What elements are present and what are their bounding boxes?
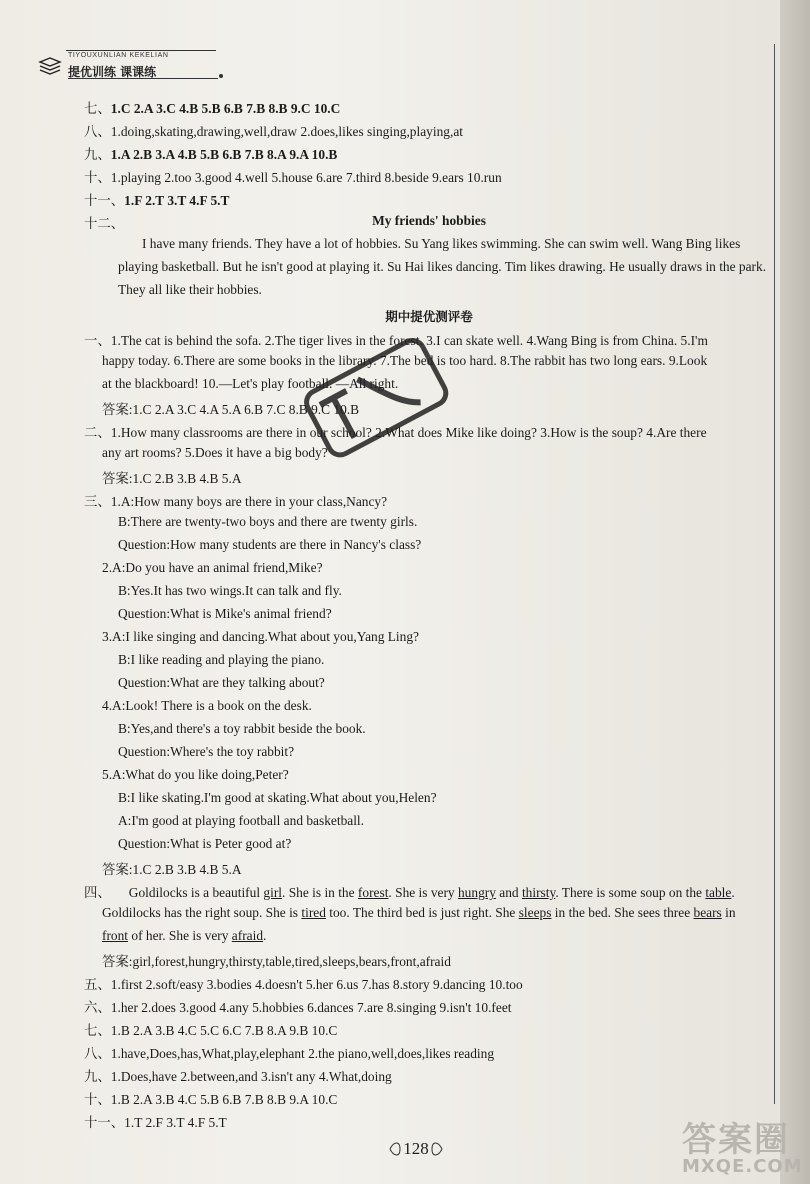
part3-line: Question:What are they talking about?: [118, 675, 325, 690]
part1-line: 一、1.The cat is behind the sofa. 2.The tiger lives in the forest. 3.I can skate well. 4.Wang Bing is from China. 5.I'm: [84, 333, 708, 348]
header-title: 提优训练 课课练: [68, 65, 157, 79]
tail-line: 六、1.her 2.does 3.good 4.any 5.hobbies 6.dances 7.are 8.singing 9.isn't 10.feet: [84, 1000, 512, 1015]
answer-line: 八、1.doing,skating,drawing,well,draw 2.does,likes singing,playing,at: [84, 124, 463, 139]
part3-answer: 答案:1.C 2.B 3.B 4.B 5.A: [102, 862, 242, 877]
running-header: [38, 44, 190, 80]
page-number: 128: [386, 1137, 446, 1161]
answer-line: 十二、: [84, 216, 125, 231]
answer-line: 七、1.C 2.A 3.C 4.B 5.B 6.B 7.B 8.B 9.C 10.C: [84, 101, 341, 116]
watermark-stamp: [300, 330, 470, 490]
part3-line: 三、1.A:How many boys are there in your class,Nancy?: [84, 494, 388, 509]
answer-line: 十、1.playing 2.too 3.good 4.well 5.house 6.are 7.third 8.beside 9.ears 10.run: [84, 170, 502, 185]
header-dot: [219, 74, 223, 78]
answer-line: 十一、1.F 2.T 3.T 4.F 5.T: [84, 193, 230, 208]
header-pinyin: TIYOUXUNLIAN KEKELIAN: [68, 52, 169, 59]
tail-line: 八、1.have,Does,has,What,play,elephant 2.the piano,well,does,likes reading: [84, 1046, 495, 1061]
part2-answer: 答案:1.C 2.B 3.B 4.B 5.A: [102, 471, 242, 486]
part3-line: B:Yes,and there's a toy rabbit beside the book.: [118, 721, 366, 736]
part3-line: Question:What is Mike's animal friend?: [118, 606, 332, 621]
part2-line: 二、1.How many classrooms are there in our school? 2.What does Mike like doing? 3.How is the soup? 4.Are there: [84, 425, 707, 440]
essay-title: My friends' hobbies: [372, 213, 486, 228]
book-stack-icon: [38, 54, 62, 76]
tail-line: 五、1.first 2.soft/easy 3.bodies 4.doesn't 5.her 6.us 7.has 8.story 9.dancing 10.too: [84, 977, 523, 992]
part1-line: at the blackboard! 10.—Let's play football. —All right.: [102, 376, 399, 391]
tail-line: 十一、1.T 2.F 3.T 4.F 5.T: [84, 1115, 227, 1130]
part3-line: A:I'm good at playing football and basketball.: [118, 813, 364, 828]
part3-line: 2.A:Do you have an animal friend,Mike?: [102, 560, 323, 575]
part4-line: front of her. She is very afraid.: [102, 928, 267, 943]
part4-line: Goldilocks has the right soup. She is tired too. The third bed is just right. She sleeps in the bed. She sees three bears in: [102, 905, 736, 920]
part3-line: 3.A:I like singing and dancing.What about you,Yang Ling?: [102, 629, 419, 644]
part3-line: Question:Where's the toy rabbit?: [118, 744, 295, 759]
part2-line: any art rooms? 5.Does it have a big body?: [102, 445, 328, 460]
essay-line: I have many friends. They have a lot of hobbies. Su Yang likes swimming. She can swim well. Wang Bing likes: [142, 236, 741, 251]
part3-line: 5.A:What do you like doing,Peter?: [102, 767, 289, 782]
part3-line: B:Yes.It has two wings.It can talk and fly.: [118, 583, 342, 598]
tail-line: 七、1.B 2.A 3.B 4.C 5.C 6.C 7.B 8.A 9.B 10.C: [84, 1023, 338, 1038]
part3-line: B:I like reading and playing the piano.: [118, 652, 325, 667]
answer-line: 九、1.A 2.B 3.A 4.B 5.B 6.B 7.B 8.A 9.A 10.B: [84, 147, 338, 162]
tail-line: 十、1.B 2.A 3.B 4.C 5.B 6.B 7.B 8.B 9.A 10.C: [84, 1092, 338, 1107]
part1-line: happy today. 6.There are some books in the library. 7.The bed is too hard. 8.The rabbit has two long ears. 9.Look: [102, 353, 708, 368]
part3-line: Question:What is Peter good at?: [118, 836, 292, 851]
part3-line: 4.A:Look! There is a book on the desk.: [102, 698, 312, 713]
tail-line: 九、1.Does,have 2.between,and 3.isn't any 4.What,doing: [84, 1069, 392, 1084]
page-edge-shadow: [780, 0, 810, 1184]
part3-line: B:There are twenty-two boys and there are twenty girls.: [118, 514, 418, 529]
part4-line: 四、 Goldilocks is a beautiful girl. She is in the forest. She is very hungry and thirsty. There is some soup on the table.: [84, 885, 735, 900]
essay-line: playing basketball. But he isn't good at playing it. Su Hai likes dancing. Tim likes drawing. He usually draws in the park.: [118, 259, 767, 274]
part3-line: Question:How many students are there in Nancy's class?: [118, 537, 422, 552]
section-title: 期中提优测评卷: [385, 309, 473, 324]
part4-answer: 答案:girl,forest,hungry,thirsty,table,tired,sleeps,bears,front,afraid: [102, 954, 451, 969]
essay-line: They all like their hobbies.: [118, 282, 262, 297]
margin-rule: [774, 44, 775, 1104]
watermark-logo: 答案圈 MXQE.COM: [682, 1120, 803, 1177]
part1-answer: 答案:1.C 2.A 3.C 4.A 5.A 6.B 7.C 8.B 9.C 10.B: [102, 402, 360, 417]
part3-line: B:I like skating.I'm good at skating.What about you,Helen?: [118, 790, 437, 805]
header-rule-bottom: [68, 78, 218, 79]
header-rule-top: [66, 50, 216, 51]
